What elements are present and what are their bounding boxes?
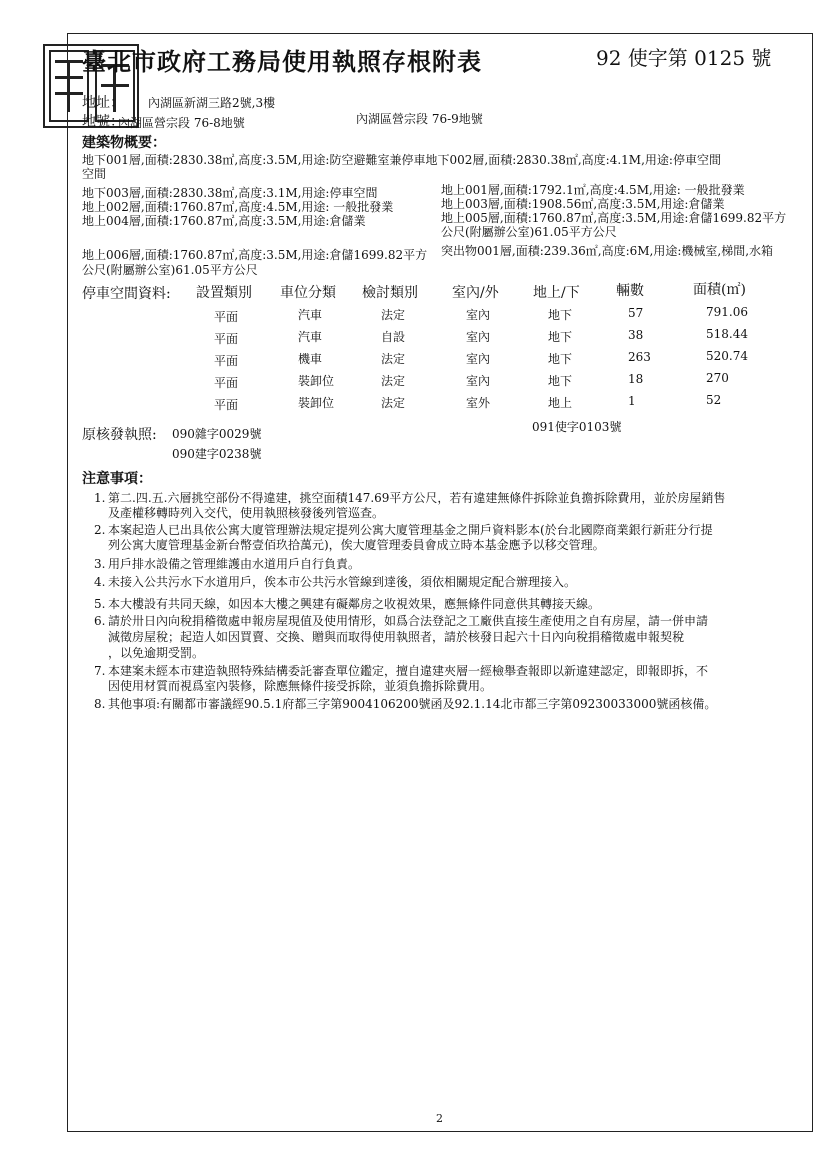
parking-cell: 地下 bbox=[548, 308, 573, 322]
parking-col-header: 車位分類 bbox=[280, 285, 336, 301]
parking-cell: 地下 bbox=[548, 330, 573, 344]
note-line: 第二.四.五.六層挑空部份不得違建，挑空面積147.69平方公尺，若有違建無條件拆除並負擔拆除費用，並於房屋銷售 bbox=[108, 491, 726, 505]
note-line: 本大樓設有共同天線，如因本大樓之興建有礙鄰房之收視效果，應無條件同意供其轉接天線。 bbox=[108, 597, 601, 611]
parking-cell: 地下 bbox=[548, 352, 573, 366]
parking-col-header: 室內/外 bbox=[452, 285, 499, 301]
parking-cell: 57 bbox=[628, 306, 644, 320]
note-line: 本案起造人已出具依公寓大廈管理辦法規定提列公寓大廈管理基金之開戶資料影本(於台北國際商業銀行新莊分行提 bbox=[108, 523, 713, 537]
parking-cell: 法定 bbox=[381, 396, 406, 410]
parking-cell: 平面 bbox=[214, 332, 239, 346]
note-number: 2. bbox=[94, 523, 106, 537]
parking-cell: 室內 bbox=[466, 308, 491, 322]
address-label: 地址： bbox=[82, 95, 124, 111]
parking-cell: 汽車 bbox=[298, 308, 323, 322]
note-line: 因使用材質而視爲室內裝修，除應無條件接受拆除，並須負擔拆除費用。 bbox=[108, 679, 493, 693]
parking-cell: 法定 bbox=[381, 308, 406, 322]
page-number: 2 bbox=[436, 1112, 443, 1125]
parking-cell: 室外 bbox=[466, 396, 491, 410]
building-right-4: 公尺(附屬辦公室)61.05平方公尺 bbox=[441, 225, 617, 239]
parking-cell: 1 bbox=[628, 394, 636, 408]
parking-cell: 法定 bbox=[381, 352, 406, 366]
parking-cell: 263 bbox=[628, 350, 651, 364]
note-number: 4. bbox=[94, 575, 106, 589]
parking-cell: 518.44 bbox=[706, 327, 748, 341]
building-right-3: 地上005層,面積:1760.87㎡,高度:3.5M,用途:倉儲1699.82平方 bbox=[441, 211, 787, 225]
note-number: 6. bbox=[94, 614, 106, 628]
parking-cell: 520.74 bbox=[706, 349, 748, 363]
parking-cell: 270 bbox=[706, 371, 729, 385]
parking-heading: 停車空間資料: bbox=[82, 286, 171, 302]
parking-col-header: 設置類別 bbox=[196, 285, 252, 301]
parking-cell: 室內 bbox=[466, 330, 491, 344]
note-line: 未接入公共污水下水道用戶，俟本市公共污水管線到達後，須依相關規定配合辦理接入。 bbox=[108, 575, 577, 589]
original-permit-label: 原核發執照: bbox=[82, 427, 157, 443]
parking-col-header: 地上/下 bbox=[533, 285, 580, 301]
parking-cell: 裝卸位 bbox=[298, 374, 335, 388]
building-right-2: 地上003層,面積:1908.56㎡,高度:3.5M,用途:倉儲業 bbox=[441, 197, 725, 211]
parking-cell: 791.06 bbox=[706, 305, 748, 319]
note-line: 減徵房屋稅；起造人如因買賣、交換、贈與而取得使用執照者，請於核發日起六十日內向稅捐稽徵處申報契稅 bbox=[108, 630, 685, 644]
building-line-1: 地下001層,面積:2830.38㎡,高度:3.5M,用途:防空避難室兼停車地下002層,面積:2830.38㎡,高度:4.1M,用途:停車空間 bbox=[82, 153, 721, 167]
building-left-5: 公尺(附屬辦公室)61.05平方公尺 bbox=[82, 263, 258, 277]
building-left-1: 地下003層,面積:2830.38㎡,高度:3.1M,用途:停車空間 bbox=[82, 186, 378, 200]
note-line: ，以免逾期受罰。 bbox=[108, 646, 205, 660]
address-value: 內湖區新湖三路2號,3樓 bbox=[148, 96, 276, 110]
original-permit-3: 091使字0103號 bbox=[532, 420, 622, 434]
note-number: 1. bbox=[94, 491, 106, 505]
parking-cell: 裝卸位 bbox=[298, 396, 335, 410]
note-number: 8. bbox=[94, 697, 106, 711]
note-line: 列公寓大廈管理基金新台幣壹佰玖拾萬元)，俟大廈管理委員會成立時本基金應予以移交管理。 bbox=[108, 538, 605, 552]
note-line: 本建案未經本市建造執照特殊結構委託審查單位鑑定，擅自違建夾層一經檢舉查報即以新違建認定，即報即拆，不 bbox=[108, 664, 709, 678]
building-right-1: 地上001層,面積:1792.1㎡,高度:4.5M,用途: 一般批發業 bbox=[441, 183, 745, 197]
parking-cell: 52 bbox=[706, 393, 722, 407]
note-number: 3. bbox=[94, 557, 106, 571]
building-overview-heading: 建築物概要： bbox=[82, 135, 166, 151]
note-line: 用戶排水設備之管理維護由水道用戶自行負責。 bbox=[108, 557, 361, 571]
parking-cell: 平面 bbox=[214, 376, 239, 390]
note-number: 7. bbox=[94, 664, 106, 678]
lot-number-1: 內湖區營宗段 76-8地號 bbox=[118, 116, 245, 130]
building-right-5: 突出物001層,面積:239.36㎡,高度:6M,用途:機械室,梯間,水箱 bbox=[441, 244, 774, 258]
parking-cell: 38 bbox=[628, 328, 644, 342]
note-line: 及產權移轉時列入交代，使用執照核發後列管巡查。 bbox=[108, 506, 385, 520]
parking-cell: 地下 bbox=[548, 374, 573, 388]
parking-cell: 室內 bbox=[466, 374, 491, 388]
seal-stroke bbox=[67, 60, 70, 112]
building-left-2: 地上002層,面積:1760.87㎡,高度:4.5M,用途: 一般批發業 bbox=[82, 200, 394, 214]
building-left-3: 地上004層,面積:1760.87㎡,高度:3.5M,用途:倉儲業 bbox=[82, 214, 366, 228]
note-line: 請於卅日內向稅捐稽徵處申報房屋現值及使用情形，如爲合法登記之工廠供直接生產使用之自有房屋，請一併申請 bbox=[108, 614, 709, 628]
note-line: 其他事項:有關都市審議經90.5.1府都三字第9004106200號函及92.1.14北市都三字第09230033000號函核備。 bbox=[108, 697, 717, 711]
parking-col-header: 輛數 bbox=[616, 283, 644, 299]
notes-heading: 注意事項： bbox=[82, 471, 152, 487]
document-title: 臺北市政府工務局使用執照存根附表 bbox=[82, 47, 482, 76]
original-permit-2: 090建字0238號 bbox=[172, 447, 262, 461]
parking-col-header: 檢討類別 bbox=[362, 285, 418, 301]
parking-cell: 18 bbox=[628, 372, 644, 386]
note-number: 5. bbox=[94, 597, 106, 611]
lot-number-2: 內湖區營宗段 76-9地號 bbox=[356, 112, 483, 126]
parking-cell: 法定 bbox=[381, 374, 406, 388]
parking-cell: 機車 bbox=[298, 352, 323, 366]
building-line-1b: 空間 bbox=[82, 167, 107, 181]
building-left-4: 地上006層,面積:1760.87㎡,高度:3.5M,用途:倉儲1699.82平方 bbox=[82, 248, 428, 262]
parking-cell: 自設 bbox=[381, 330, 406, 344]
parking-cell: 平面 bbox=[214, 354, 239, 368]
permit-number: 92 使字第 0125 號 bbox=[596, 46, 772, 70]
parking-cell: 汽車 bbox=[298, 330, 323, 344]
original-permit-1: 090雜字0029號 bbox=[172, 427, 262, 441]
parking-cell: 平面 bbox=[214, 398, 239, 412]
lot-label: 地號： bbox=[82, 114, 124, 130]
parking-cell: 地上 bbox=[548, 396, 573, 410]
parking-col-header: 面積(㎡) bbox=[693, 282, 746, 298]
parking-cell: 室內 bbox=[466, 352, 491, 366]
parking-cell: 平面 bbox=[214, 310, 239, 324]
